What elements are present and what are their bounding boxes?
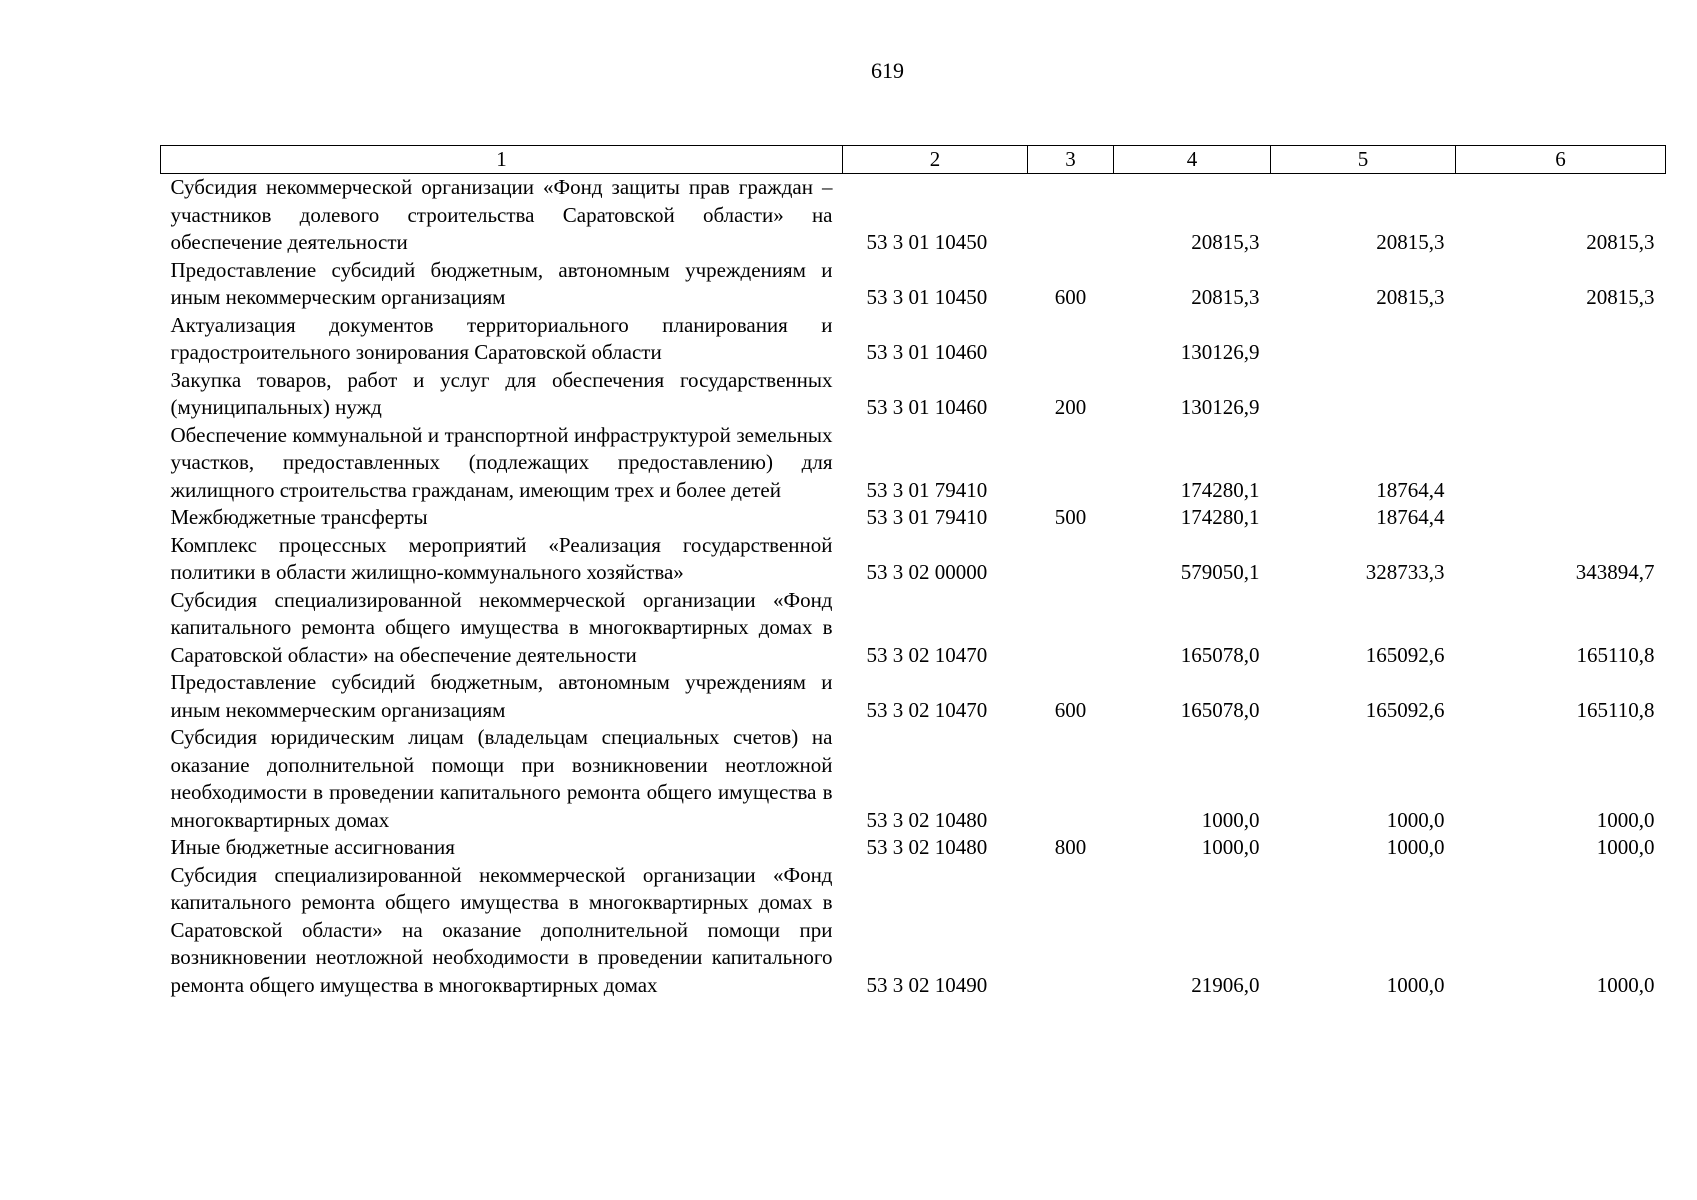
row-expense-type: 500 [1054,505,1087,529]
row-expense-type: 800 [1054,835,1087,859]
row-value-5: 18764,4 [1376,477,1445,502]
table-row [161,257,1666,312]
row-value-6 [1456,504,1666,532]
table-row [161,312,1666,367]
row-code: 53 3 01 10450 [866,285,988,309]
row-value-5 [1271,312,1456,367]
row-value-6 [1456,367,1666,422]
row-value-4: 21906,0 [1191,972,1260,997]
budget-table [160,145,1666,999]
table-row [161,862,1666,1000]
row-expense-type [1028,422,1114,505]
row-code: 53 3 02 10470 [866,697,988,722]
row-name: Обеспечение коммунальной и транспортной инфраструктурой земельных участков, предоставленных (подлежащих предоставлению) для жилищного строительства гражданам, имеющим трех и более детей [170,422,833,502]
row-code: 53 3 02 00000 [866,560,988,584]
row-value-6: 1000,0 [1596,835,1655,859]
row-value-6: 165110,8 [1576,697,1655,722]
row-value-5: 328733,3 [1365,560,1445,584]
row-value-5: 1000,0 [1386,807,1445,832]
row-value-6: 1000,0 [1596,972,1655,997]
header-col-3: 3 [1028,146,1114,174]
row-value-5: 1000,0 [1386,835,1445,859]
header-col-5: 5 [1271,146,1456,174]
row-value-4: 165078,0 [1180,697,1260,722]
row-value-6: 165110,8 [1576,642,1655,667]
row-expense-type [1028,862,1114,1000]
row-name: Иные бюджетные ассигнования [170,835,455,859]
row-expense-type: 200 [1054,395,1087,419]
row-expense-type: 600 [1054,285,1087,309]
row-code: 53 3 01 79410 [866,477,988,502]
row-value-5: 18764,4 [1376,505,1445,529]
page-number: 619 [871,58,904,83]
row-name: Актуализация документов территориального планирования и градостроительного зонирования Саратовской области [170,312,833,364]
row-expense-type [1028,312,1114,367]
row-value-6: 20815,3 [1586,230,1655,254]
table-row [161,174,1666,257]
row-name: Субсидия специализированной некоммерческой организации «Фонд капитального ремонта общего имущества в многоквартирных домах в Саратовской области» на обеспечение деятельности [170,587,833,667]
row-value-4: 1000,0 [1201,835,1260,859]
row-code: 53 3 01 10460 [866,395,988,419]
row-value-4: 20815,3 [1191,230,1260,254]
table-row [161,422,1666,505]
header-col-6: 6 [1456,146,1666,174]
row-value-4: 20815,3 [1191,285,1260,309]
table-row [161,834,1666,862]
table-row [161,367,1666,422]
row-value-5 [1271,367,1456,422]
row-value-5: 20815,3 [1376,230,1445,254]
row-code: 53 3 02 10470 [866,642,988,667]
row-name: Субсидия некоммерческой организации «Фонд защиты прав граждан – участников долевого строительства Саратовской области» на обеспечение деятельности [170,175,833,254]
row-value-4: 130126,9 [1180,395,1260,419]
row-expense-type [1028,724,1114,834]
row-value-4: 1000,0 [1201,807,1260,832]
row-value-4: 174280,1 [1180,505,1260,529]
table-row [161,504,1666,532]
row-expense-type [1028,587,1114,670]
row-name: Комплекс процессных мероприятий «Реализация государственной политики в области жилищно-коммунального хозяйства» [170,532,833,584]
row-value-6: 1000,0 [1596,807,1655,832]
row-value-4: 130126,9 [1180,340,1260,364]
row-value-5: 165092,6 [1365,642,1445,667]
row-expense-type [1028,532,1114,587]
row-code: 53 3 02 10480 [866,835,988,859]
row-code: 53 3 01 10460 [866,340,988,364]
row-name: Субсидия специализированной некоммерческой организации «Фонд капитального ремонта общего имущества в многоквартирных домах в Саратовской области» на оказание дополнительной помощи при возникновении неотложной необходимости в проведении капитального ремонта общего имущества в многоквартирных домах [170,862,833,997]
row-value-6 [1456,422,1666,505]
table-row [161,587,1666,670]
row-value-4: 165078,0 [1180,642,1260,667]
row-code: 53 3 01 79410 [866,505,988,529]
row-value-5: 20815,3 [1376,285,1445,309]
row-name: Предоставление субсидий бюджетным, автономным учреждениям и иным некоммерческим организациям [170,257,833,309]
row-value-4: 174280,1 [1180,477,1260,502]
row-value-6: 20815,3 [1586,285,1655,309]
header-col-1: 1 [161,146,843,174]
header-col-2: 2 [843,146,1028,174]
row-code: 53 3 02 10490 [866,972,988,997]
table-header [161,146,1666,174]
row-value-5: 165092,6 [1365,697,1445,722]
row-name: Предоставление субсидий бюджетным, автономным учреждениям и иным некоммерческим организациям [170,670,833,722]
row-value-4: 579050,1 [1180,560,1260,584]
row-name: Межбюджетные трансферты [170,505,428,529]
row-value-6 [1456,312,1666,367]
row-value-5: 1000,0 [1386,972,1445,997]
row-name: Субсидия юридическим лицам (владельцам специальных счетов) на оказание дополнительной помощи при возникновении неотложной необходимости в проведении капитального ремонта общего имущества в многоквартирных домах [170,725,833,832]
header-col-4: 4 [1114,146,1271,174]
table-row [161,724,1666,834]
table-row [161,532,1666,587]
table-body [161,174,1666,1000]
row-expense-type: 600 [1054,697,1087,722]
row-code: 53 3 01 10450 [866,230,988,254]
row-expense-type [1028,174,1114,257]
table-row [161,669,1666,724]
row-name: Закупка товаров, работ и услуг для обеспечения государственных (муниципальных) нужд [170,367,833,419]
header-row [161,146,1666,174]
row-code: 53 3 02 10480 [866,807,988,832]
row-value-6: 343894,7 [1575,560,1655,584]
